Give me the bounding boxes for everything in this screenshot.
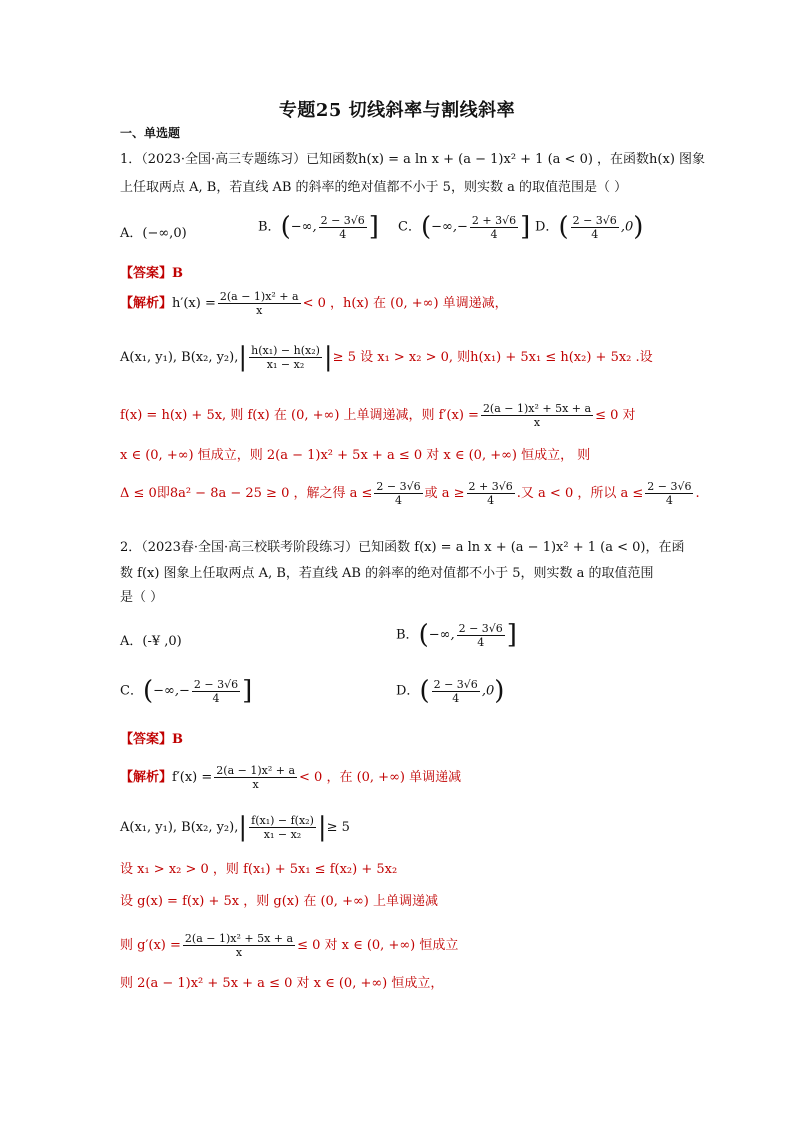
- q1-a5-num-2: 2 + 3√6: [468, 480, 513, 493]
- q1-a3-num: 2(a − 1)x² + 5x + a: [482, 402, 592, 415]
- q2-analysis-line-6: 则 2(a − 1)x² + 5x + a ≤ 0 对 x ∈ (0, +∞) 恒成立，: [120, 976, 444, 991]
- q2-a2-den: x₁ − x₂: [263, 828, 302, 841]
- q1-analysis-line-1: [120, 290, 508, 317]
- q1-stem-line-1: 1．（2023·全国·高三专题练习）已知函数h(x) = a ln x + (a − 1)x² + 1 (a < 0) ，在函数h(x) 图象: [120, 152, 706, 167]
- q2-a5-num: 2(a − 1)x² + 5x + a: [184, 932, 294, 945]
- q2-option-c-label: C．: [120, 683, 143, 699]
- q1-stem-line-2: 上任取两点 A, B，若直线 AB 的斜率的绝对值都不小于 5，则实数 a 的取值范围是（ ）: [120, 180, 628, 195]
- q2-option-b-label: B．: [396, 627, 419, 643]
- q1-analysis-line-5: Δ ≤ 0即8a² − 8a − 25 ≥ 0 ，解之得 a ≤ $\frac{2 - 3√6}{4}$ 或 a ≥ $\frac{2 + 3√6}{4}$ .又 a < 0 ，所以 a ≤ $\frac{2 - 3√6}{4}$ .: [120, 480, 700, 507]
- q1-a5-num-3: 2 − 3√6: [647, 480, 692, 493]
- q1-a3-den: x: [533, 416, 541, 429]
- q2-option-d: D．( $\frac{2 - 3√6}{4}$ ,0): [396, 676, 505, 706]
- q1-a5-pre: Δ ≤ 0即8a² − 8a − 25 ≥ 0 ，解之得 a ≤: [120, 486, 373, 501]
- q1-a5-den-3: 4: [665, 494, 673, 507]
- q2-a5-den: x: [235, 946, 243, 959]
- q2-a1-num: 2(a − 1)x² + a: [216, 764, 296, 777]
- section-heading: 一、单选题: [120, 126, 181, 140]
- q2-analysis-line-3: 设 x₁ > x₂ > 0 ，则 f(x₁) + 5x₁ ≤ f(x₂) + 5x₂: [120, 862, 398, 877]
- q2-a5-pre: 则 g′(x) =: [120, 938, 181, 953]
- q1-a3-post: ≤ 0 对: [595, 408, 636, 423]
- q1-a5-num-1: 2 − 3√6: [376, 480, 421, 493]
- q1-option-b-num: 2 − 3√6: [320, 213, 365, 227]
- q1-a1-den: x: [256, 304, 263, 317]
- q2-option-b-den: 4: [477, 635, 485, 649]
- q1-analysis-line-3: [120, 402, 636, 429]
- q1-option-d-label: D．: [535, 219, 559, 235]
- q2-a5-post: ≤ 0 对 x ∈ (0, +∞) 恒成立: [297, 938, 459, 953]
- q1-a2-num: h(x₁) − h(x₂): [251, 344, 320, 357]
- q2-analysis-line-2: A(x₁, y₁), B(x₂, y₂),| $\frac{\text{f(x₁) − f(x₂)}}{\text{x₁ − x₂}}$ |≥ 5: [120, 812, 350, 843]
- q1-a1-post: < 0 ，h(x) 在 (0, +∞) 单调递减，: [302, 296, 508, 311]
- q2-option-c-den: 4: [212, 691, 220, 705]
- q2-option-d-num: 2 − 3√6: [433, 677, 478, 691]
- q1-option-b-label: B．: [258, 219, 281, 235]
- q2-option-c: C．(−∞,− $\frac{2 - 3√6}{4}$ ]: [120, 676, 253, 706]
- q2-option-d-label: D．: [396, 683, 420, 699]
- q2-stem-line-2: 数 f(x) 图象上任取两点 A, B，若直线 AB 的斜率的绝对值都不小于 5，则实数 a 的取值范围: [120, 566, 654, 581]
- q1-a1-pre: h′(x) =: [172, 296, 216, 311]
- page-title: 专题25 切线斜率与割线斜率: [278, 100, 516, 121]
- q2-a1-post: < 0 ，在 (0, +∞) 单调递减: [299, 770, 462, 785]
- q1-option-c-label: C．: [398, 219, 421, 235]
- q1-option-b: B．(−∞, $\frac{2 - 3√6}{4}$ ]: [258, 212, 379, 242]
- q1-option-d-num: 2 − 3√6: [572, 213, 617, 227]
- q2-answer: 【答案】B: [120, 732, 183, 747]
- q1-analysis-label: 【解析】: [120, 296, 173, 311]
- q2-analysis-label: 【解析】: [120, 770, 173, 785]
- q1-a5-den-1: 4: [395, 494, 403, 507]
- q2-a1-den: x: [252, 778, 259, 791]
- q1-answer: 【答案】B: [120, 266, 183, 281]
- q1-option-a: A．(−∞,0): [120, 226, 187, 241]
- q1-option-c: C．(−∞,− $\frac{2 + 3√6}{4}$ ]: [398, 212, 531, 242]
- q2-stem-line-1: 2．（2023春·全国·高三校联考阶段练习）已知函数 f(x) = a ln x + (a − 1)x² + 1 (a < 0)，在函: [120, 540, 685, 555]
- q2-a1-pre: f′(x) =: [172, 770, 213, 785]
- q1-a2-pre: A(x₁, y₁), B(x₂, y₂),: [120, 350, 239, 365]
- q1-option-d: D．( $\frac{2 - 3√6}{4}$ ,0): [535, 212, 644, 242]
- q1-analysis-line-4: x ∈ (0, +∞) 恒成立，则 2(a − 1)x² + 5x + a ≤ 0 对 x ∈ (0, +∞) 恒成立， 则: [120, 448, 591, 463]
- q1-a3-pre: f(x) = h(x) + 5x, 则 f(x) 在 (0, +∞) 上单调递减，则 f′(x) =: [120, 408, 479, 423]
- q2-option-d-den: 4: [452, 691, 460, 705]
- q2-option-c-num: 2 − 3√6: [193, 677, 239, 691]
- q1-option-b-den: 4: [339, 227, 347, 241]
- q1-option-c-den: 4: [490, 227, 498, 241]
- q1-a5-mid: 或 a ≥: [424, 486, 465, 501]
- q2-option-b-num: 2 − 3√6: [458, 621, 503, 635]
- q1-a5-mid-2: .又 a < 0 ，所以 a ≤: [516, 486, 644, 501]
- q2-a2-num: f(x₁) − f(x₂): [251, 814, 314, 827]
- q1-option-d-den: 4: [591, 227, 599, 241]
- q2-stem-line-3: 是（ ）: [120, 590, 164, 605]
- q1-analysis-line-2: A(x₁, y₁), B(x₂, y₂),| $\frac{\text{h(x₁) − h(x₂)}}{\text{x₁ − x₂}}$ |≥ 5 设 x₁ > x₂ > 0, 则h(x₁) + 5x₁ ≤ h(x₂) + 5x₂ .设: [120, 342, 653, 373]
- q2-analysis-line-5: [120, 932, 458, 959]
- q2-option-a: A．(-¥ ,0): [120, 634, 182, 649]
- q2-analysis-line-1: [120, 764, 461, 791]
- q1-a1-num: 2(a − 1)x² + a: [219, 290, 299, 303]
- q2-option-b: B．(−∞, $\frac{2 - 3√6}{4}$ ]: [396, 620, 517, 650]
- q1-a2-post: ≥ 5 设 x₁ > x₂ > 0, 则h(x₁) + 5x₁ ≤ h(x₂) + 5x₂ .设: [332, 350, 653, 365]
- q1-a5-den-2: 4: [487, 494, 495, 507]
- q2-analysis-line-4: 设 g(x) = f(x) + 5x ，则 g(x) 在 (0, +∞) 上单调递减: [120, 894, 438, 909]
- q2-a2-pre: A(x₁, y₁), B(x₂, y₂),: [120, 820, 239, 835]
- q1-a2-den: x₁ − x₂: [266, 358, 305, 371]
- q2-a2-post: ≥ 5: [326, 820, 350, 835]
- q1-option-c-num: 2 + 3√6: [471, 213, 517, 227]
